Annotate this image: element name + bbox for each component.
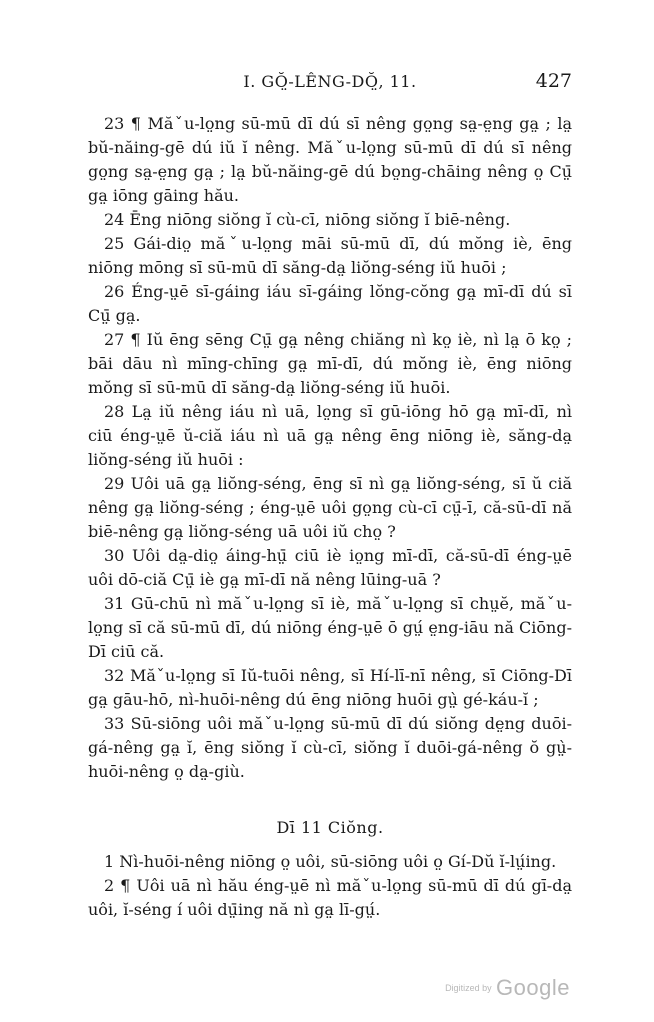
verses-after-chapter — [88, 850, 572, 922]
verse-26: 26 Éng-ṳē sī-gáing iáu sī-gáing lŏng-cŏng ga̤ mī-dī dú sī Cṳ̄ ga̤. — [88, 282, 572, 325]
verse-25: 25 Gái-dio̤ măˇu-lo̤ng māi sū-mū dī, dú mŏng iè, ēng niōng mōng sī sū-mū dī săng-da̤ liŏng-séng iŭ huōi ; — [88, 234, 572, 277]
verse-30: 30 Uôi da̤-dio̤ áing-hṳ̄ ciū iè io̤ng mī-dī, că-sū-dī éng-ṳē uôi dō-ciă Cṳ̄ iè ga̤ mī-dī nă nêng lūing-uā ? — [88, 546, 572, 589]
page-number: 427 — [535, 70, 572, 92]
verse-2: 2 ¶ Uôi uā nì hău éng-ṳē nì măˇu-lo̤ng sū-mū dī dú gī-da̤ uôi, ĭ-séng í uôi dṳ̄ing nă nì ga̤ lī-gṳ́. — [88, 876, 572, 919]
chapter-heading: Dī 11 Ciŏng. — [276, 818, 384, 837]
digitized-watermark — [445, 975, 570, 1001]
watermark-prefix: Digitized by — [445, 983, 492, 993]
verse-31: 31 Gū-chū nì măˇu-lo̤ng sī iè, măˇu-lo̤ng sī chṳĕ, măˇu-lo̤ng sī că sū-mū dī, dú niōng éng-ṳē ō gṳ́ e̤ng-iāu nă Ciōng-Dī ciū că. — [88, 594, 572, 661]
verse-23: 23 ¶ Măˇu-lo̤ng sū-mū dī dú sī nêng go̤ng sa̤-e̤ng ga̤ ; la̤ bŭ-năing-gē dú iŭ ĭ nêng. Măˇu-lo̤ng sū-mū dī dú sī nêng go̤ng sa̤-e̤ng ga̤ ; la̤ bŭ-năing-gē dú bo̤ng-chāing nêng o̤ Cṳ̄ ga̤ iōng gāing hău. — [88, 114, 572, 205]
verse-28: 28 La̤ iŭ nêng iáu nì uā, lo̤ng sī gū-iōng hō ga̤ mī-dī, nì ciū éng-ṳē ŭ-ciă iáu nì uā ga̤ nêng ēng niōng iè, săng-da̤ liŏng-séng iŭ huōi : — [88, 402, 572, 469]
google-logo: Google — [496, 975, 570, 1000]
verse-1: 1 Nì-huōi-nêng niōng o̤ uôi, sū-siōng uôi o̤ Gí-Dŭ ĭ-lṳ́ing. — [104, 852, 557, 871]
verses-before-chapter — [88, 112, 572, 784]
verse-33: 33 Sū-siōng uôi măˇu-lo̤ng sū-mū dī dú siŏng de̤ng duōi-gá-nêng ga̤ ĭ, ēng siŏng ĭ cù-cī, siŏng ĭ duōi-gá-nêng ŏ gṳ̀-huōi-nêng o̤ da̤-giù. — [88, 714, 572, 781]
verse-27: 27 ¶ Iŭ ēng sēng Cṳ̄ ga̤ nêng chiăng nì ko̤ iè, nì la̤ ō ko̤ ; bāi dāu nì mīng-chīng ga̤ mī-dī, dú mŏng iè, ēng niōng mŏng sī sū-mū dī săng-da̤ liŏng-séng iŭ huōi. — [88, 330, 572, 397]
verse-24: 24 Ēng niōng siŏng ĭ cù-cī, niōng siŏng ĭ biē-nêng. — [104, 210, 511, 229]
running-title: I. GŎ̤-LÊNG-DŎ̤, 11. — [243, 72, 417, 91]
running-header — [88, 72, 572, 96]
verse-32: 32 Măˇu-lo̤ng sī Iŭ-tuōi nêng, sī Hí-lī-nī nêng, sī Ciōng-Dī ga̤ gāu-hō, nì-huōi-nêng dú ēng niōng huōi gṳ̀ gé-káu-ĭ ; — [88, 666, 572, 709]
verse-29: 29 Uôi uā ga̤ liŏng-séng, ēng sī nì ga̤ liŏng-séng, sī ŭ ciă nêng ga̤ liŏng-séng ; éng-ṳē uôi go̤ng cù-cī cṳ̄-ī, că-sū-dī nă biē-nêng ga̤ liŏng-séng uā uôi iŭ cho̤ ? — [88, 474, 572, 541]
